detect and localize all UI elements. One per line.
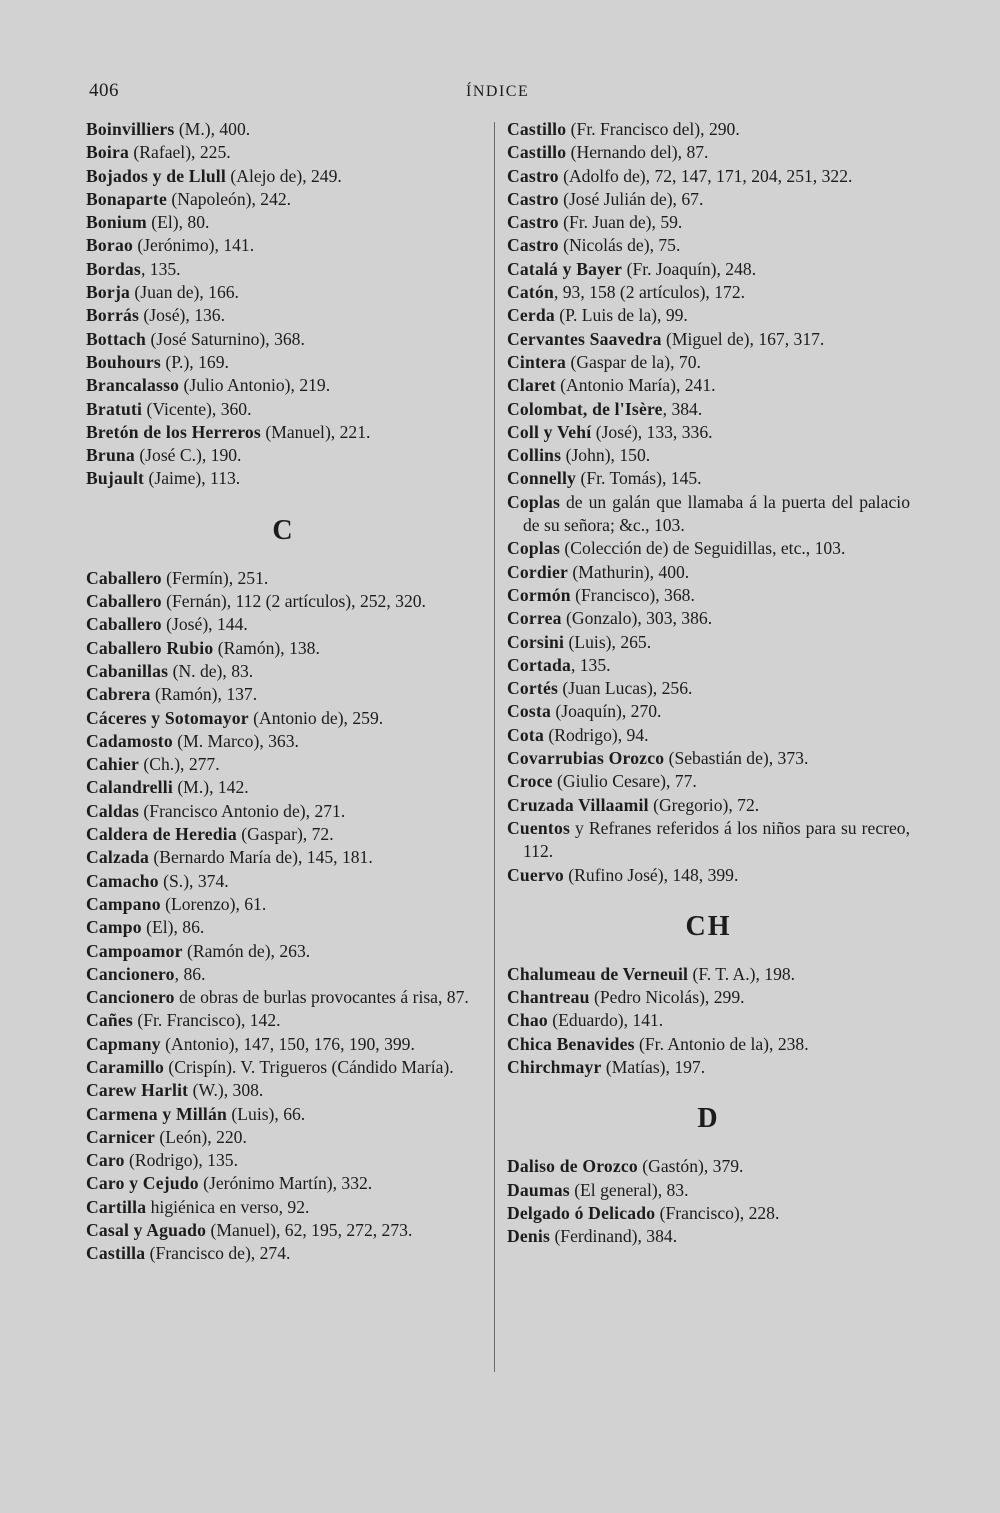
entry-reference: (Luis), 66. [227,1103,306,1124]
entry-reference: (Luis), 265. [564,631,652,652]
entry-reference: (Francisco de), 274. [145,1243,291,1264]
column-divider [494,122,495,1372]
index-entry [86,1079,481,1102]
index-entry [507,118,910,141]
entry-reference: , 384. [662,398,703,419]
entry-headword: Daumas [507,1179,570,1200]
entry-reference: (Miguel de), 167, 317. [661,328,825,349]
entry-headword: Chalumeau de Verneuil [507,963,689,984]
entry-headword: Cortés [507,678,559,699]
index-entry [507,1179,910,1202]
entry-headword: Caldas [86,800,140,821]
entry-reference: (Lorenzo), 61. [160,893,267,914]
entry-headword: Delgado ó Delicado [507,1202,656,1223]
entry-reference: (Alejo de), 249. [226,165,342,186]
entry-reference: (Ramón de), 263. [182,940,311,961]
entry-reference: (Francisco), 228. [655,1202,780,1223]
index-entry [507,700,910,723]
entry-headword: Boinvilliers [86,119,175,139]
index-entry [86,823,481,846]
index-entry [507,986,910,1009]
entry-headword: Cuervo [507,864,564,885]
entry-reference: (Julio Antonio), 219. [179,375,331,396]
entry-headword: Casal y Aguado [86,1220,207,1241]
entry-reference: (Manuel), 62, 195, 272, 273. [206,1220,413,1241]
index-entry [86,753,481,776]
entry-reference: (José Julián de), 67. [558,188,704,209]
entry-headword: Campo [86,917,142,938]
entry-reference: (Antonio de), 259. [248,707,384,728]
entry-reference: (Fr. Joaquín), 248. [622,258,757,279]
entry-headword: Castro [507,165,559,186]
entry-headword: Caro y Cejudo [86,1173,199,1194]
index-entry [507,351,910,374]
entry-reference: de obras de burlas provocantes á risa, 87. [174,987,469,1008]
entry-reference: (El), 80. [146,212,210,233]
entry-headword: Calandrelli [86,777,173,798]
index-entry [86,916,481,939]
index-entry [507,654,910,677]
index-entry [86,421,481,444]
entry-reference: (Juan Lucas), 256. [558,678,693,699]
entry-headword: Carew Harlit [86,1080,189,1101]
index-entry [507,794,910,817]
index-entry [86,1126,481,1149]
entry-headword: Cota [507,724,544,745]
index-entry [86,660,481,683]
entry-reference: (Fr. Antonio de la), 238. [634,1033,809,1054]
index-entry [86,893,481,916]
index-entry [507,963,910,986]
entry-reference: (Adolfo de), 72, 147, 171, 204, 251, 322. [558,165,853,186]
entry-headword: Carmena y Millán [86,1103,228,1124]
entry-headword: Castillo [507,142,567,163]
entry-reference: (Rafael), 225. [129,142,231,163]
entry-reference: , 86. [174,963,206,984]
entry-headword: Chao [507,1010,548,1031]
entry-reference: (Hernando del), 87. [566,142,709,163]
entry-headword: Cabanillas [86,660,169,681]
index-entry [507,631,910,654]
index-entry [86,730,481,753]
index-entry [86,1242,481,1265]
entry-reference: (S.), 374. [158,870,229,891]
index-entry [86,870,481,893]
index-entry [86,613,481,636]
entry-reference: (Giulio Cesare), 77. [552,771,697,792]
index-entry [86,211,481,234]
index-entry [507,304,910,327]
index-entry [507,1033,910,1056]
index-entry [86,567,481,590]
entry-reference: (Rodrigo), 135. [124,1150,238,1171]
entry-headword: Costa [507,701,552,722]
entry-headword: Catón [507,282,554,303]
entry-headword: Cáceres y Sotomayor [86,707,249,728]
entry-reference: (M. Marco), 363. [172,730,299,751]
index-entry [86,963,481,986]
entry-headword: Daliso de Orozco [507,1156,638,1177]
index-entry [507,1056,910,1079]
index-entry [86,258,481,281]
entry-reference: (Bernardo María de), 145, 181. [148,847,373,868]
index-entry [507,864,910,887]
entry-reference: (Antonio), 147, 150, 176, 190, 399. [160,1033,415,1054]
index-entry [86,165,481,188]
entry-reference: (León), 220. [155,1126,247,1147]
index-entry [86,141,481,164]
entry-headword: Chica Benavides [507,1033,635,1054]
entry-reference: (M.), 142. [172,777,249,798]
index-entry [86,118,481,141]
entry-reference: (Rufino José), 148, 399. [563,864,739,885]
entry-reference: (José), 133, 336. [591,421,713,442]
entry-headword: Catalá y Bayer [507,258,623,279]
entry-reference: (Sebastián de), 373. [664,748,809,769]
entry-headword: Capmany [86,1033,161,1054]
section-letter: D [697,1103,720,1135]
index-entry [86,776,481,799]
index-entry [507,724,910,747]
entry-headword: Cuentos [507,817,570,838]
entry-headword: Chantreau [507,987,590,1008]
entry-headword: Cruzada Villaamil [507,794,649,815]
index-entry [507,537,910,560]
entry-reference: (Fr. Francisco), 142. [132,1010,281,1031]
entry-reference: (Francisco), 368. [570,584,695,605]
entry-reference: (Ch.), 277. [139,754,220,775]
entry-headword: Corsini [507,631,565,652]
entry-reference: (El), 86. [141,917,205,938]
running-head: ÍNDICE [466,83,530,100]
index-entry [507,165,910,188]
index-entry [86,846,481,869]
index-entry [86,1149,481,1172]
entry-headword: Connelly [507,468,577,489]
entry-headword: Cadamosto [86,730,173,751]
entry-reference: (Gregorio), 72. [648,794,760,815]
entry-headword: Bordas [86,258,141,279]
entry-headword: Borrás [86,305,139,326]
entry-reference: (Crispín). V. Trigueros (Cándido María). [164,1056,454,1077]
entry-reference: (P. Luis de la), 99. [554,305,688,326]
entry-reference: (El general), 83. [569,1179,689,1200]
index-entry [507,421,910,444]
entry-headword: Caballero Rubio [86,637,214,658]
index-entry [86,281,481,304]
entry-headword: Coplas [507,491,561,512]
index-column-right [507,118,910,1248]
index-entry [507,281,910,304]
index-entry [86,398,481,421]
index-entry [507,491,910,538]
index-entry [86,467,481,490]
entry-reference: (N. de), 83. [168,660,254,681]
entry-headword: Castro [507,212,559,233]
index-entry [507,328,910,351]
entry-headword: Cañes [86,1010,133,1031]
index-column-left [86,118,481,1266]
entry-headword: Caballero [86,591,162,612]
entry-reference: (Ramón), 138. [213,637,320,658]
index-entry [507,188,910,211]
entry-headword: Brancalasso [86,375,180,396]
index-entry [86,590,481,613]
entry-reference: (José C.), 190. [134,445,242,466]
entry-reference: (Rodrigo), 94. [543,724,649,745]
entry-reference: (Fr. Juan de), 59. [558,212,683,233]
entry-reference: (Pedro Nicolás), 299. [589,987,745,1008]
entry-reference: (Ferdinand), 384. [550,1226,678,1247]
section-letter: C [272,514,295,546]
index-entry [86,986,481,1009]
entry-headword: Cervantes Saavedra [507,328,662,349]
entry-headword: Caramillo [86,1056,165,1077]
entry-reference: (W.), 308. [188,1080,264,1101]
entry-reference: (Matías), 197. [601,1056,706,1077]
entry-headword: Croce [507,771,553,792]
index-entry [86,1196,481,1219]
entry-reference: (Mathurin), 400. [568,561,690,582]
entry-headword: Calzada [86,847,149,868]
entry-reference: higiénica en verso, 92. [146,1196,310,1217]
section-letter: CH [685,910,732,942]
entry-headword: Cartilla [86,1196,147,1217]
entry-reference: (Francisco Antonio de), 271. [139,800,346,821]
entry-reference: (Gastón), 379. [637,1156,744,1177]
entry-headword: Castillo [507,119,567,139]
entry-headword: Carnicer [86,1126,156,1147]
entry-reference: (Jerónimo), 141. [132,235,255,256]
entry-headword: Caldera de Heredia [86,824,237,845]
entry-reference: (Vicente), 360. [142,398,252,419]
entry-reference: (Nicolás de), 75. [558,235,681,256]
entry-reference: (Jaime), 113. [144,468,241,489]
entry-reference: (José Saturnino), 368. [146,328,305,349]
index-entry [86,304,481,327]
entry-reference: (Colección de) de Seguidillas, etc., 103. [560,538,846,559]
index-entry [507,1202,910,1225]
entry-headword: Camacho [86,870,159,891]
entry-headword: Campoamor [86,940,183,961]
entry-reference: (Napoleón), 242. [166,188,292,209]
index-entry [507,770,910,793]
entry-headword: Denis [507,1226,551,1247]
entry-reference: , 135. [140,258,181,279]
entry-headword: Caro [86,1150,125,1171]
entry-headword: Correa [507,608,562,629]
entry-headword: Bonaparte [86,188,167,209]
index-entry [507,211,910,234]
entry-headword: Cahier [86,754,139,775]
entry-reference: (Fr. Francisco del), 290. [566,119,740,139]
entry-headword: Colombat, de l'Isère [507,398,663,419]
index-entry [507,258,910,281]
entry-headword: Caballero [86,567,162,588]
entry-headword: Castro [507,235,559,256]
entry-headword: Boira [86,142,130,163]
entry-reference: (Fermín), 251. [161,567,269,588]
index-entry [86,234,481,257]
entry-reference: (Manuel), 221. [260,421,371,442]
index-entry [86,683,481,706]
entry-headword: Cordier [507,561,569,582]
entry-headword: Coplas [507,538,561,559]
entry-headword: Collins [507,445,562,466]
index-entry [507,467,910,490]
entry-reference: (F. T. A.), 198. [688,963,796,984]
entry-headword: Cancionero [86,963,175,984]
entry-headword: Bonium [86,212,147,233]
index-entry [507,747,910,770]
entry-reference: y Refranes referidos á los niños para su recreo, 112. [523,817,910,862]
index-entry [507,374,910,397]
index-entry [507,1009,910,1032]
entry-reference: (P.), 169. [160,351,229,372]
entry-reference: (Jerónimo Martín), 332. [198,1173,373,1194]
entry-reference: (Ramón), 137. [150,684,258,705]
entry-reference: (Gaspar), 72. [236,824,334,845]
index-entry [86,707,481,730]
index-entry [86,351,481,374]
entry-headword: Bouhours [86,351,161,372]
entry-headword: Caballero [86,614,162,635]
index-entry [507,677,910,700]
index-entry [507,584,910,607]
entry-reference: (Juan de), 166. [130,282,239,303]
index-entry [507,1155,910,1178]
index-entry [507,444,910,467]
entry-headword: Bottach [86,328,147,349]
index-entry [86,188,481,211]
index-entry [86,1219,481,1242]
index-entry [86,1009,481,1032]
entry-reference: de un galán que llamaba á la puerta del palacio de su señora; &c., 103. [523,491,910,536]
index-entry [86,1033,481,1056]
entry-reference: (Fernán), 112 (2 artículos), 252, 320. [161,591,426,612]
entry-headword: Campano [86,893,161,914]
index-entry [86,374,481,397]
index-entry [507,141,910,164]
entry-headword: Borao [86,235,133,256]
entry-reference: (Fr. Tomás), 145. [576,468,702,489]
entry-reference: (John), 150. [561,445,651,466]
entry-headword: Chirchmayr [507,1056,602,1077]
entry-headword: Bojados y de Llull [86,165,226,186]
index-entry [86,800,481,823]
entry-headword: Cerda [507,305,555,326]
entry-headword: Castro [507,188,559,209]
index-entry [86,328,481,351]
index-entry [507,607,910,630]
index-entry [86,1103,481,1126]
entry-headword: Borja [86,282,130,303]
entry-reference: (Gaspar de la), 70. [566,351,701,372]
entry-headword: Bujault [86,468,145,489]
entry-headword: Cintera [507,351,567,372]
index-entry [86,637,481,660]
entry-reference: (M.), 400. [174,119,251,139]
index-entry [507,398,910,421]
entry-headword: Bretón de los Herreros [86,421,261,442]
index-entry [86,940,481,963]
entry-headword: Cabrera [86,684,151,705]
entry-headword: Bruna [86,445,135,466]
entry-reference: , 93, 158 (2 artículos), 172. [553,282,746,303]
index-entry [507,817,910,864]
index-entry [86,1056,481,1079]
entry-headword: Claret [507,375,556,396]
entry-reference: (Joaquín), 270. [551,701,662,722]
entry-headword: Cancionero [86,987,175,1008]
entry-headword: Bratuti [86,398,143,419]
index-entry [507,561,910,584]
entry-reference: (Antonio María), 241. [555,375,716,396]
index-entry [507,1225,910,1248]
entry-headword: Cormón [507,584,571,605]
entry-reference: (José), 144. [161,614,248,635]
page-number: 406 [89,80,119,101]
index-entry [86,1172,481,1195]
entry-reference: (José), 136. [139,305,226,326]
entry-headword: Cortada [507,654,571,675]
index-entry [86,444,481,467]
entry-reference: (Gonzalo), 303, 386. [561,608,713,629]
entry-headword: Castilla [86,1243,146,1264]
entry-headword: Coll y Vehí [507,421,592,442]
entry-reference: (Eduardo), 141. [547,1010,664,1031]
index-entry [507,234,910,257]
entry-reference: , 135. [570,654,611,675]
entry-headword: Covarrubias Orozco [507,748,665,769]
